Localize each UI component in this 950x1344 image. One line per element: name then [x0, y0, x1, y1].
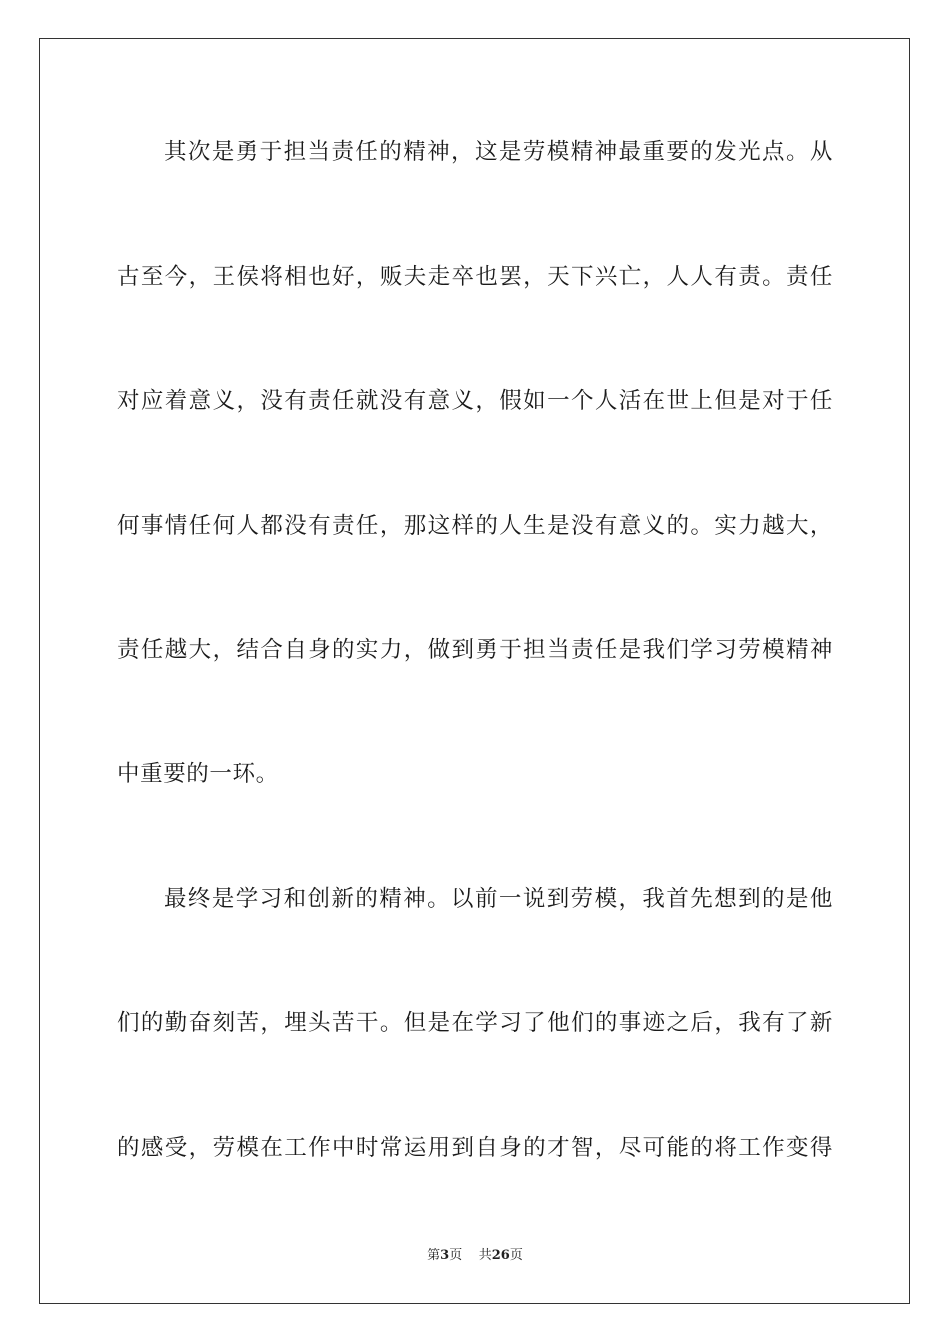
paragraph-line: 最终是学习和创新的精神。以前一说到劳模，我首先想到的是他 [164, 886, 833, 912]
page-prefix: 第 [427, 1248, 441, 1263]
paragraph-line: 的感受，劳模在工作中时常运用到自身的才智，尽可能的将工作变得 [117, 1135, 833, 1161]
total-pages: 26 [491, 1248, 510, 1263]
paragraph-line: 们的勤奋刻苦，埋头苦干。但是在学习了他们的事迹之后，我有了新 [117, 1010, 833, 1036]
page-footer [0, 1247, 950, 1265]
total-suffix: 页 [509, 1248, 523, 1263]
paragraph-line: 古至今，王侯将相也好，贩夫走卒也罢，天下兴亡，人人有责。责任 [117, 264, 833, 290]
page-number: 3 [440, 1248, 450, 1263]
paragraph-line: 对应着意义，没有责任就没有意义，假如一个人活在世上但是对于任 [117, 388, 833, 414]
total-prefix: 共 [478, 1248, 492, 1263]
page-suffix: 页 [449, 1248, 463, 1263]
page-frame [39, 38, 910, 1304]
paragraph-line: 责任越大，结合自身的实力，做到勇于担当责任是我们学习劳模精神 [117, 637, 833, 663]
paragraph-line: 中重要的一环。 [117, 761, 279, 787]
paragraph-line: 何事情任何人都没有责任，那这样的人生是没有意义的。实力越大， [117, 513, 833, 539]
paragraph-line: 其次是勇于担当责任的精神，这是劳模精神最重要的发光点。从 [164, 139, 833, 165]
